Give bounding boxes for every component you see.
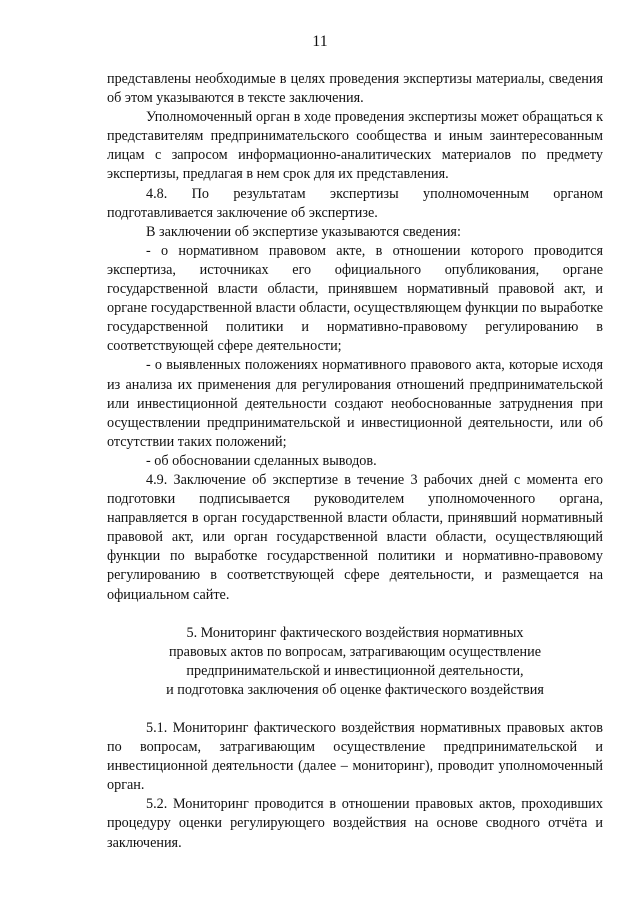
section-heading-line: 5. Мониторинг фактического воздействия нормативных <box>186 624 524 641</box>
section-heading-line: и подготовка заключения об оценке фактического воздействия <box>166 681 544 698</box>
list-item-identified-provisions: - о выявленных положениях нормативного правового акта, которые исходя из анализа их применения для регулирования отношений предпринимательской или инвестиционной деятельности создают необоснованные затруднения при осуществлении предпринимательской и инвестиционной деятельности, или об отсутствии таких положений; <box>107 357 603 450</box>
section-heading-5 <box>107 624 603 700</box>
paragraph-4-9: 4.9. Заключение об экспертизе в течение 3 рабочих дней с момента его подготовки подписывается руководителем уполномоченного органа, направляется в орган государственной власти области, принявший нормативный правовой акт, или орган государственной власти области, осуществляющий функции по выработке государственной политики и нормативно-правовому регулированию в соответствующей сфере деятельности, и размещается на официальном сайте. <box>107 471 603 603</box>
paragraph-4-8: 4.8. По результатам экспертизы уполномоченным органом подготавливается заключение об экспертизе. <box>107 185 603 221</box>
paragraph-5-1: 5.1. Мониторинг фактического воздействия нормативных правовых актов по вопросам, затрагивающим осуществление предпринимательской и инвестиционной деятельности (далее – мониторинг), проводит уполномоченный орган. <box>107 720 603 794</box>
paragraph-conclusion-contents: В заключении об экспертизе указываются сведения: <box>146 223 461 240</box>
list-item-justification: - об обосновании сделанных выводов. <box>146 452 377 469</box>
paragraph-authorized-body-requests: Уполномоченный орган в ходе проведения экспертизы может обращаться к представителям предпринимательского сообщества и иным заинтересованным лицам с запросом информационно-аналитических материалов по предмету экспертизы, предлагая в нем срок для их представления. <box>107 109 603 183</box>
section-heading-line: предпринимательской и инвестиционной деятельности, <box>186 662 524 679</box>
document-body <box>107 70 603 853</box>
section-heading-line: правовых актов по вопросам, затрагивающим осуществление <box>168 643 542 660</box>
paragraph-5-2: 5.2. Мониторинг проводится в отношении правовых актов, проходивших процедуру оценки регулирующего воздействия на основе сводного отчёта и заключения. <box>107 796 603 851</box>
paragraph-continuation: представлены необходимые в целях проведения экспертизы материалы, сведения об этом указываются в тексте заключения. <box>107 71 603 107</box>
page-number: 11 <box>312 33 328 50</box>
list-item-normative-act: - о нормативном правовом акте, в отношении которого проводится экспертиза, источниках его официального опубликования, органе государственной власти области, принявшем нормативный правовой акт, и органе государственной власти области, осуществляющем функции по выработке государственной политики и нормативно-правовому регулированию в соответствующей сфере деятельности; <box>107 242 603 355</box>
